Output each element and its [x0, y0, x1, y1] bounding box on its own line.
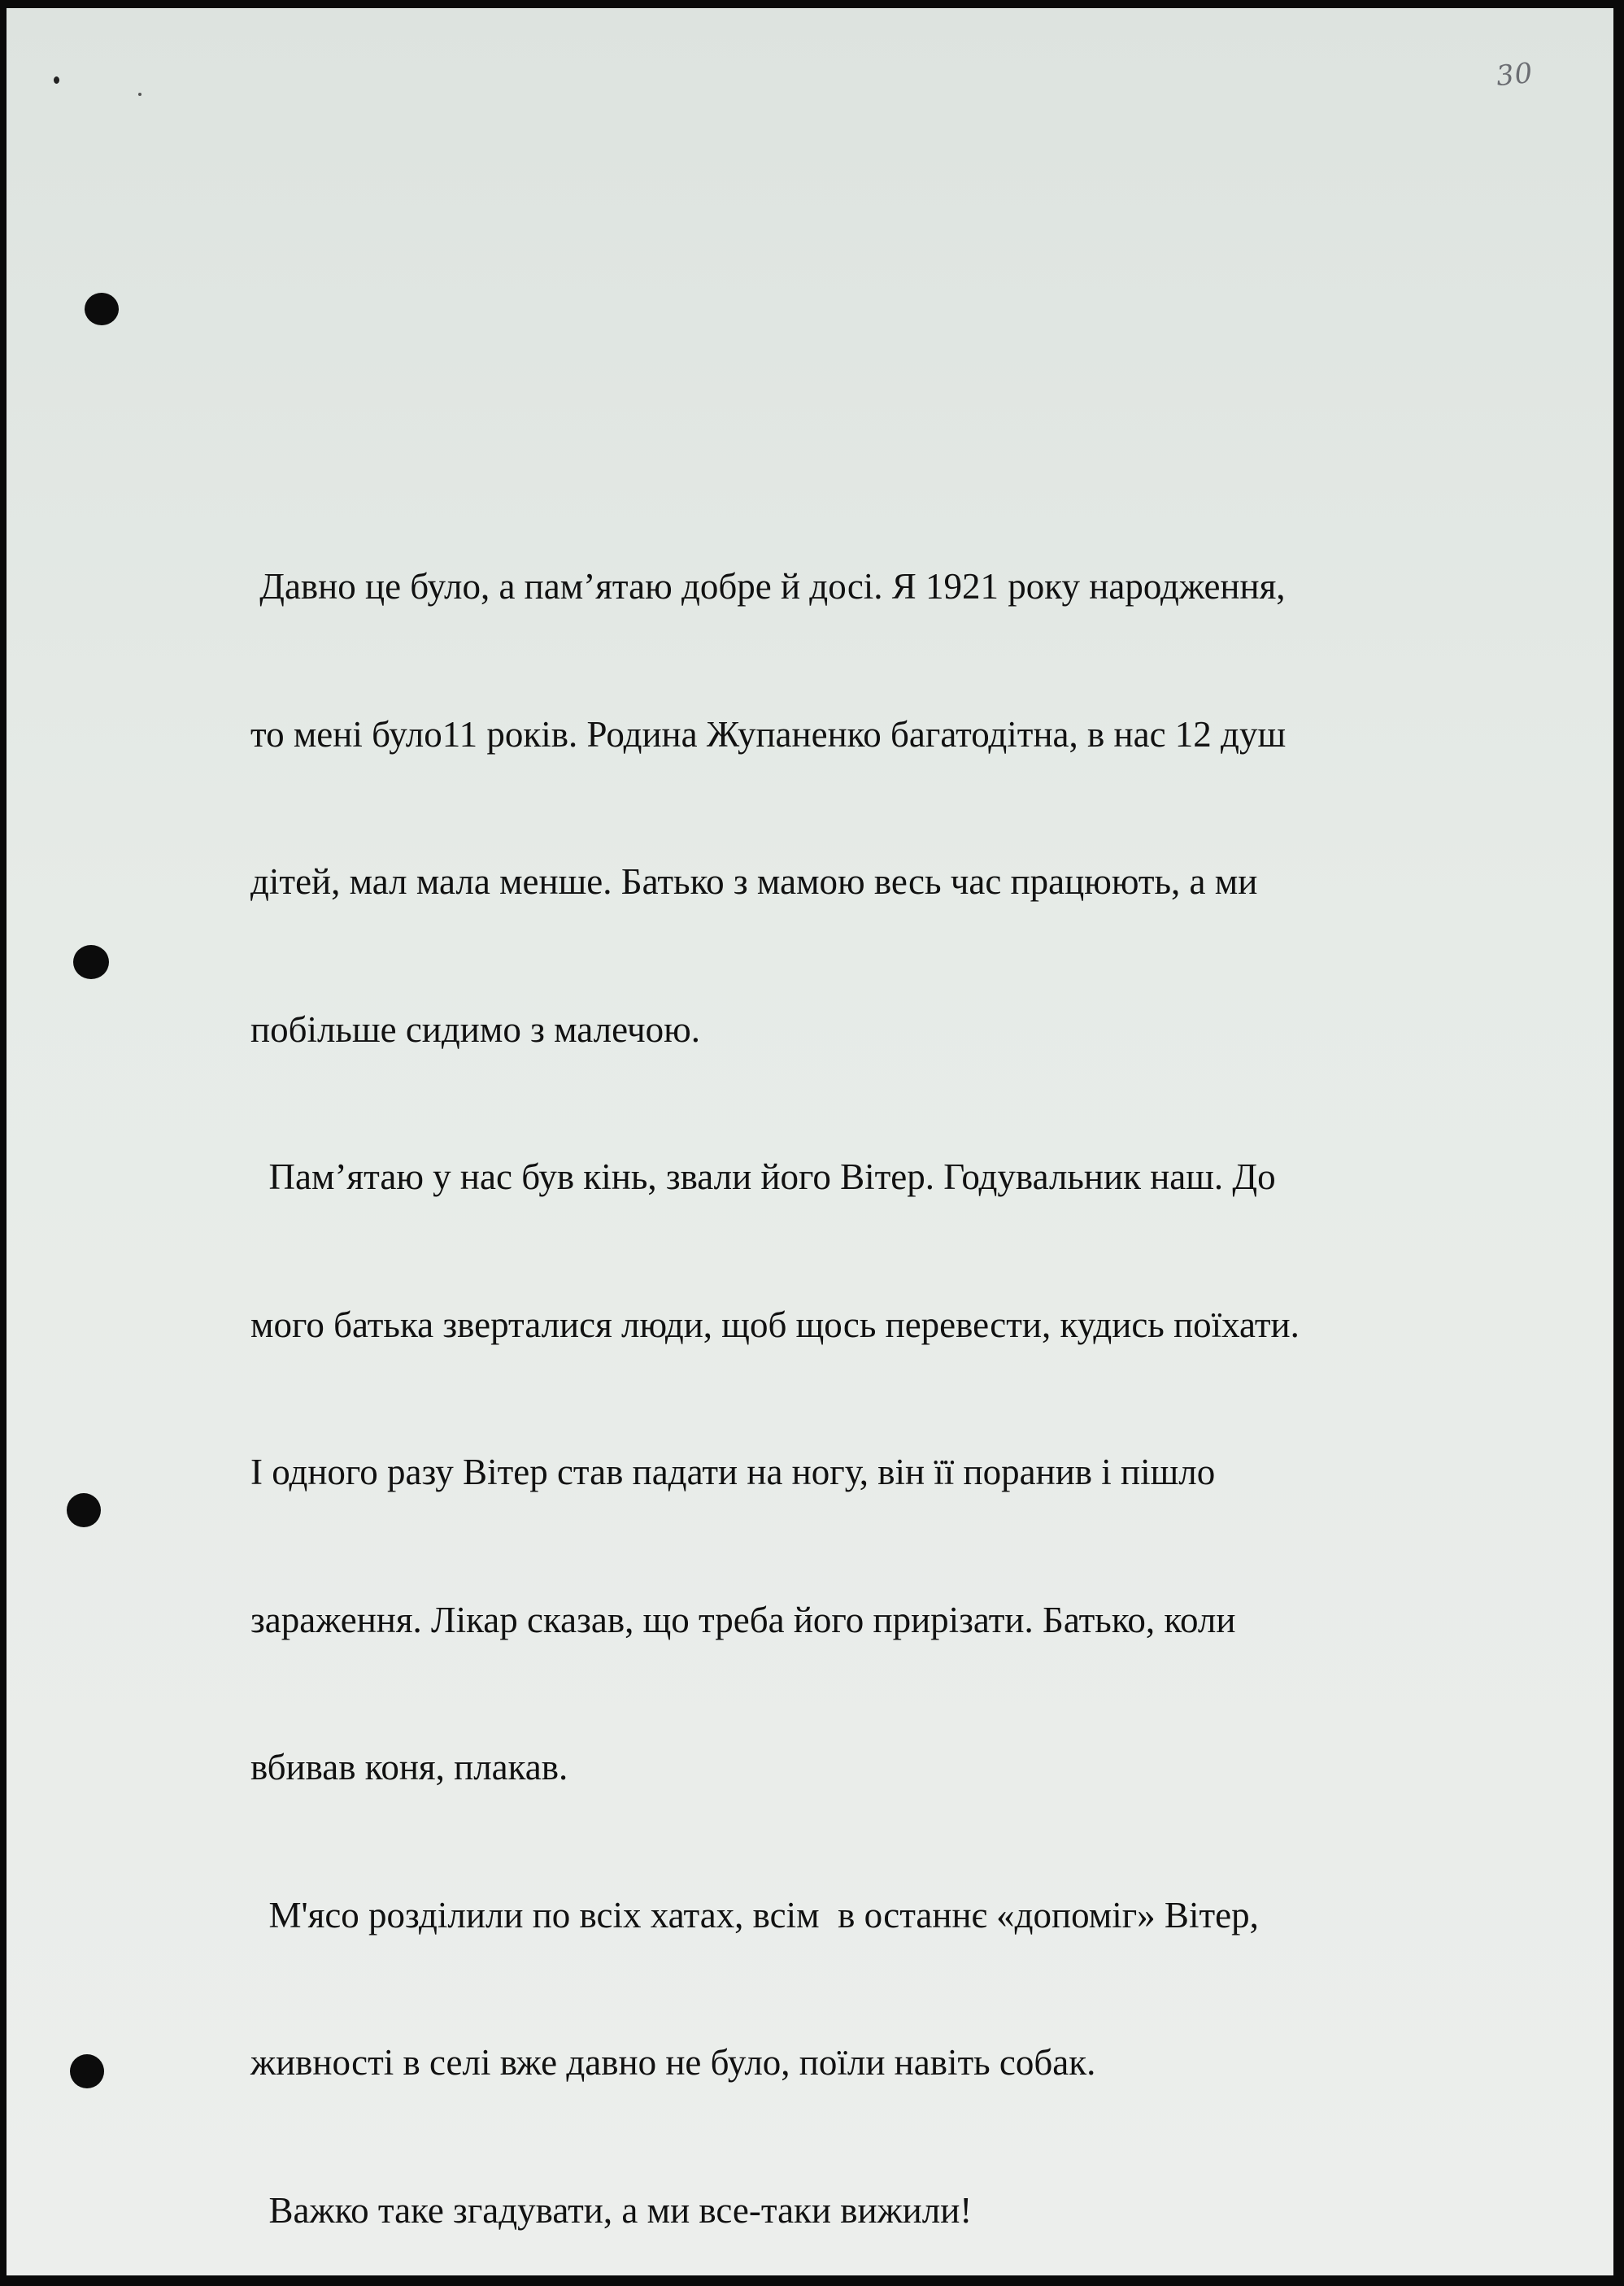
text-line: дітей, мал мала менше. Батько з мамою весь час працюють, а ми	[250, 861, 1258, 902]
text-line: зараження. Лікар сказав, що треба його прирізати. Батько, коли	[250, 1599, 1236, 1640]
text-line: Давно це було, а пам’ятаю добре й досі. Я 1921 року народження,	[250, 566, 1286, 607]
document-page	[7, 8, 1613, 2275]
punch-hole-3	[67, 1493, 101, 1527]
text-line: мого батька зверталися люди, щоб щось перевести, кудись поїхати.	[250, 1304, 1300, 1345]
punch-hole-1	[85, 293, 119, 325]
text-line: Важко таке згадувати, а ми все-таки вижили!	[250, 2189, 973, 2231]
text-line: Пам’ятаю у нас був кінь, звали його Вітер. Годувальник наш. До	[250, 1156, 1276, 1197]
text-line: то мені було11 років. Родина Жупаненко багатодітна, в нас 12 душ	[250, 713, 1287, 755]
speck	[138, 93, 142, 96]
speck	[54, 76, 59, 84]
punch-hole-4	[70, 2054, 104, 2088]
text-line: побільше сидимо з малечою.	[250, 1008, 700, 1050]
memoir-text	[250, 464, 1519, 2275]
text-line: живності в селі вже давно не було, поїли навіть собак.	[250, 2042, 1096, 2083]
text-line: І одного разу Вітер став падати на ногу, він її поранив і пішло	[250, 1452, 1216, 1492]
text-line: М'ясо розділили по всіх хатах, всім в останнє «допоміг» Вітер,	[250, 1894, 1259, 1935]
text-line: вбивав коня, плакав.	[250, 1747, 568, 1787]
page-number: 30	[1495, 56, 1535, 94]
punch-hole-2	[73, 945, 109, 979]
